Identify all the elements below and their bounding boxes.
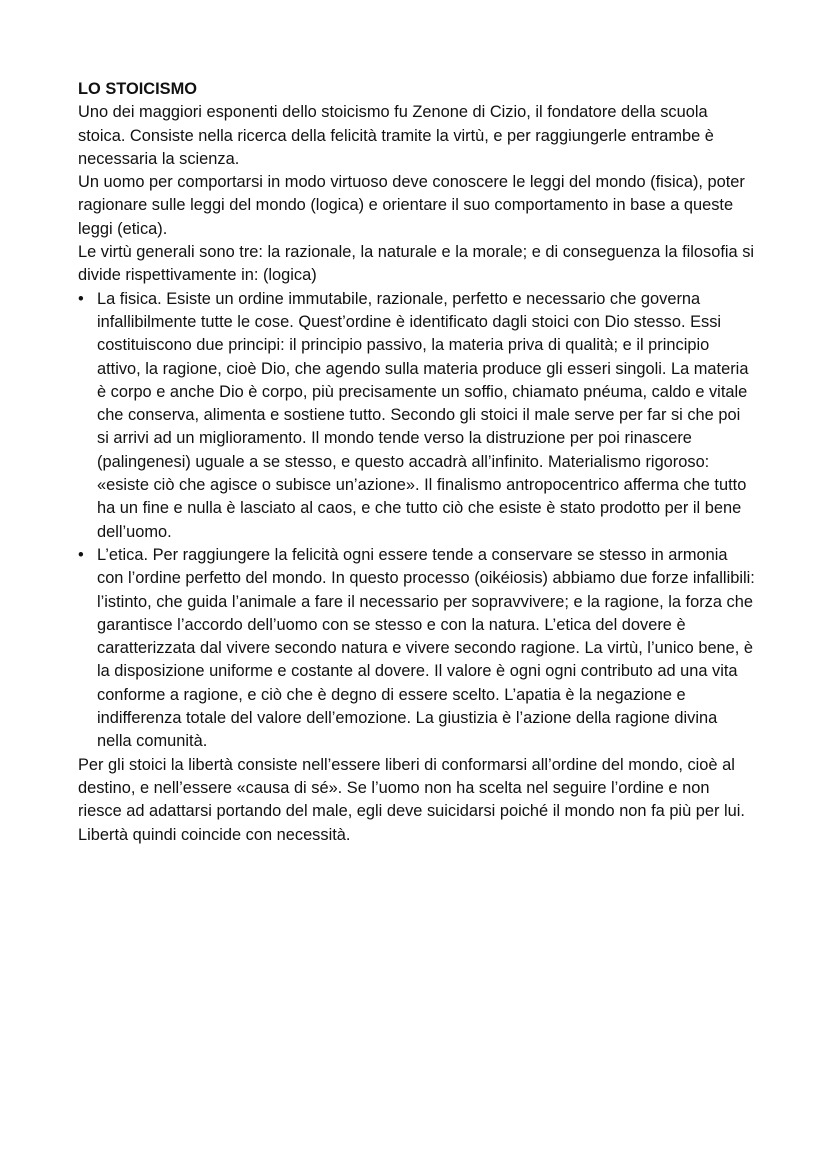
intro-paragraph-2: Un uomo per comportarsi in modo virtuoso deve conoscere le leggi del mondo (fisica), poter ragionare sulle leggi del mondo (logica) e orientare il suo comportamento in base a queste leggi (etica).	[78, 173, 745, 238]
bullet-text-fisica: La fisica. Esiste un ordine immutabile, razionale, perfetto e necessario che governa infallibilmente tutte le cose. Quest’ordine è identificato dagli stoici con Dio stesso. Essi costituiscono due principi: il principio passivo, la materia priva di qualità; e il principio attivo, la ragione, cioè Dio, che agendo sulla materia produce gli esseri singoli. La materia è corpo e anche Dio è corpo, più precisamente un soffio, chiamato pnéuma, caldo e vitale che conserva, alimenta e sostiene tutto. Secondo gli stoici il male serve per far si che poi si arrivi ad un miglioramento. Il mondo tende verso la distruzione per poi rinascere (palingenesi) uguale a se stesso, e questo accadrà all’infinito. Materialismo rigoroso: «esiste ciò che agisce o subisce un’azione». Il finalismo antropocentrico afferma che tutto ha un fine e nulla è lasciato al caos, e che tutto ciò che esiste è stato prodotto per il bene dell’uomo.	[97, 289, 749, 541]
closing-paragraph: Per gli stoici la libertà consiste nell’essere liberi di conformarsi all’ordine del mondo, cioè al destino, e nell’essere «causa di sé». Se l’uomo non ha scelta nel seguire l’ordine e non riesce ad adattarsi portando del male, egli deve suicidarsi poiché il mondo non fa più per lui. Libertà quindi coincide con necessità.	[78, 755, 745, 844]
bullet-item-etica	[78, 544, 756, 754]
bullet-item-fisica	[78, 288, 756, 544]
intro-paragraph-1: Uno dei maggiori esponenti dello stoicismo fu Zenone di Cizio, il fondatore della scuola stoica. Consiste nella ricerca della felicità tramite la virtù, e per raggiungerle entrambe è necessaria la scienza.	[78, 103, 714, 168]
bullet-icon: •	[78, 545, 84, 564]
document-title: LO STOICISMO	[78, 80, 197, 98]
bullet-icon: •	[78, 289, 84, 308]
bullet-text-etica: L’etica. Per raggiungere la felicità ogni essere tende a conservare se stesso in armonia con l’ordine perfetto del mondo. In questo processo (oikéiosis) abbiamo due forze infallibili: l’istinto, che guida l’animale a fare il necessario per sopravvivere; e la ragione, la forza che garantisce l’accordo dell’uomo con se stesso e con la natura. L’etica del dovere è caratterizzata dal vivere secondo natura e vivere secondo ragione. La virtù, l’unico bene, è la disposizione uniforme e costante al dovere. Il valore è ogni ogni contributo ad una vita conforme a ragione, e ciò che è degno di essere scelto. L’apatia è la negazione e indifferenza totale del valore dell’emozione. La giustizia è l’azione della ragione divina nella comunità.	[97, 545, 755, 751]
document-page	[78, 78, 756, 847]
bullet-list	[78, 288, 756, 754]
intro-paragraph-3: Le virtù generali sono tre: la razionale, la naturale e la morale; e di conseguenza la filosofia si divide rispettivamente in: (logica)	[78, 243, 755, 285]
